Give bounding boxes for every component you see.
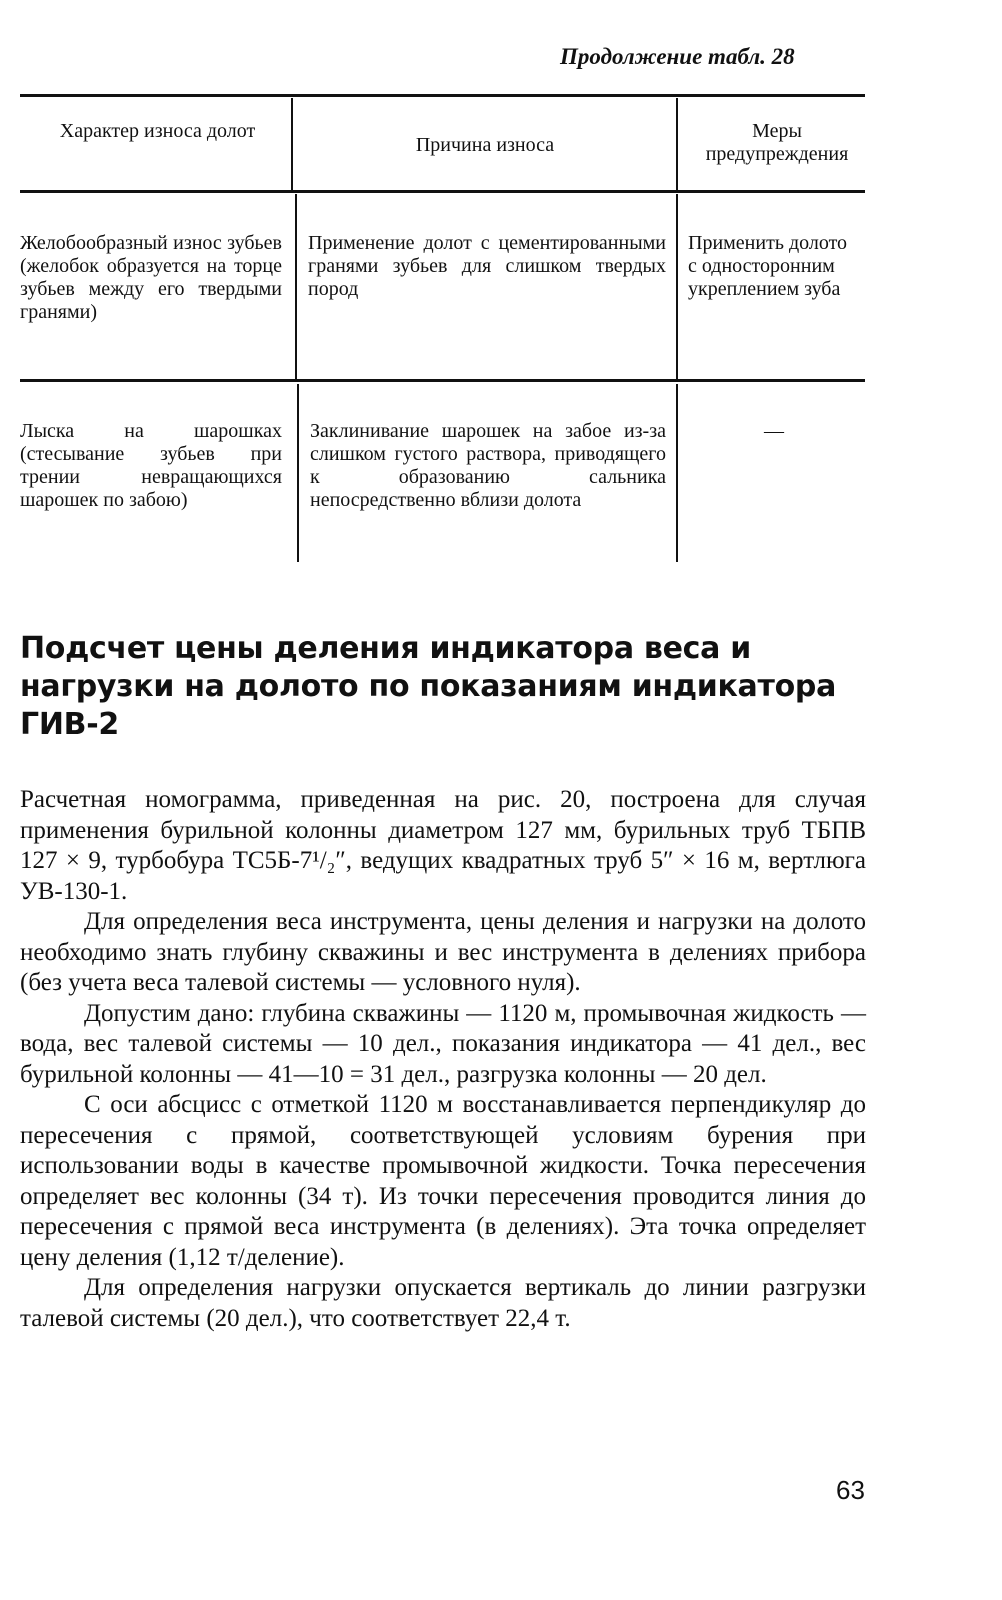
page-number: 63 [836,1475,865,1505]
header-bottom-rule [20,190,865,193]
header-character: Характер износа долот [59,120,256,142]
paragraph-3: Допустим дано: глубина скважины — 1120 м, промывочная жидкость — вода, вес талевой системы — 10 дел., показания индикатора — 41 дел., вес бурильной колонны — 41—10 = 31 дел., разгрузка колонны — 20 дел. [20,999,866,1088]
row2-col-divider-2 [676,384,678,562]
running-head: Продолжение табл. 28 [560,44,795,69]
row1-col-divider-2 [676,194,678,379]
row2-prevention: — [764,420,784,442]
row-divider-rule [20,379,865,382]
table-top-rule [20,94,865,97]
row1-col-divider-1 [295,194,297,379]
body-text [20,785,866,1334]
row2-character: Лыска на шарошках (стесывание зубьев при трении невращающихся шарошек по забою) [20,420,282,511]
row1-prevention: Применить долото с односторонним укреплением зуба [688,232,848,300]
header-prevention: Меры предупреждения [705,120,849,165]
row2-col-divider-1 [297,384,299,562]
row1-character: Желобообразный износ зубьев (желобок образуется на торце зубьев между его твердыми гранями) [20,232,282,323]
header-col-divider-2 [676,98,678,190]
paragraph-4: С оси абсцисс с отметкой 1120 м восстанавливается перпендикуляр до пересечения с прямой, соответствующей условиям бурения при использовании воды в качестве промывочной жидкости. Точка пересечения определяет вес колонны (34 т). Из точки пересечения проводится линия до пересечения с прямой веса инструмента (в делениях). Эта точка определяет цену деления (1,12 т/деление). [20,1091,866,1271]
paragraph-1: Расчетная номограмма, приведенная на рис. 20, построена для случая применения бурильной колонны диаметром 127 мм, бурильных труб ТБПВ 127 × 9, турбобура ТС5Б-7¹/₂″, ведущих квадратных труб 5″ × 16 м, вертлюга УВ-130-1. [20,786,866,905]
section-title: Подсчет цены деления индикатора веса и нагрузки на долото по показаниям индикатора ГИВ-2 [20,631,837,742]
row1-cause: Применение долот с цементированными гранями зубьев для слишком твердых пород [308,232,666,300]
row2-cause: Заклинивание шарошек на забое из-за слишком густого раствора, приводящего к образованию сальника непосредственно вблизи долота [310,420,666,511]
header-cause: Причина износа [415,134,555,156]
paragraph-2: Для определения веса инструмента, цены деления и нагрузки на долото необходимо знать глубину скважины и вес инструмента в делениях прибора (без учета веса талевой системы — условного нуля). [20,908,866,996]
header-col-divider-1 [291,98,293,190]
paragraph-5: Для определения нагрузки опускается вертикаль до линии разгрузки талевой системы (20 дел.), что соответствует 22,4 т. [20,1274,866,1332]
